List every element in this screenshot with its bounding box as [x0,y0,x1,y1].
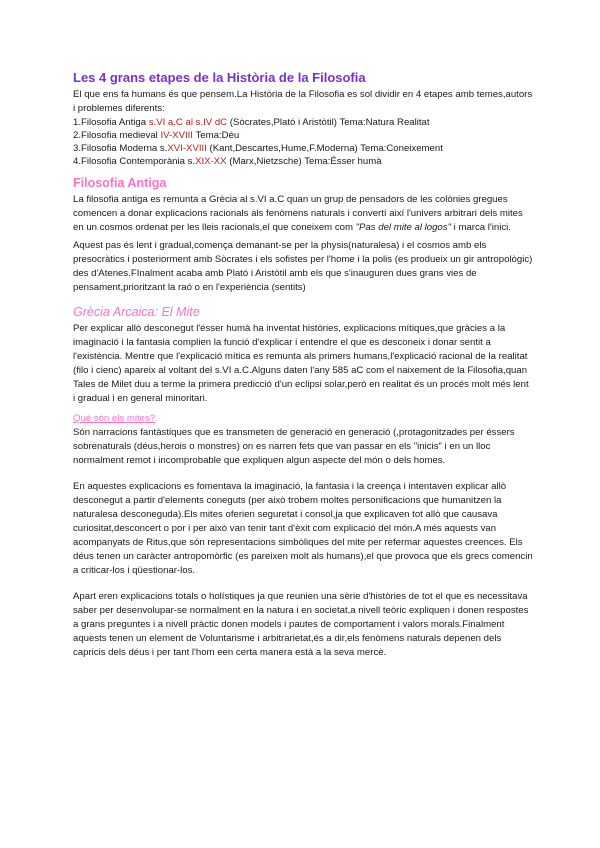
mites-paragraph-1: Són narracions fantàstiques que es transmeten de generació en generació (,protagonitzades per éssers sobrenaturals (déus,herois o monstres) on es narren fets que van passar en els "inicis" i en un lloc normalment remot i incomprobable que expliquen algun aspecte del món o dels homes. [73,427,515,466]
document-body [73,70,533,660]
intro-text: El que ens fa humans és que pensem.La Història de la Filosofia es sol dividir en 4 etapes amb temes,autors i problemes diferents: [73,89,533,114]
arcaica-paragraph-1: Per explicar allò desconegut l'ésser humà ha inventat històries, explicacions mítiques,que gràcies a la imaginació i la fantasia complien la funció d'explicar i entendre el que es desconeix i donar sentit a l'existència. Mentre que l'explicació mítica es remunta als primers humans,l'explicació racional de la realitat (filo i cienc) apareix al voltant del s.VI a.C.Alguns daten l'any 585 aC com el naixement de la Filosofia,quan Tales de Milet duu a terme la primera predicció d'un eclipsi solar,però en realitat és un procés molt més lent i gradual i en general minoritari. [73,323,529,404]
section-heading-antiga: Filosofia Antiga [73,176,167,190]
list-item: 2.Filosofia medieval IV-XVIII Tema:Déu [73,130,240,141]
antiga-paragraph-2: Aquest pas és lent i gradual,comença demanant-se per la physis(naturalesa) i el cosmos amb els presocràtics i posteriorment amb Sòcrates i els sofistes per l'home i la polis (es produeix un gir antropològic) des d'Atenes.FInalment acaba amb Plató i Aristòtil amb els que s'inauguren dues grans vies de pensament,prioritzant la raó o en l'experiència (sentits) [73,240,533,293]
section-heading-arcaica: Grècia Arcaica: El Mite [73,305,200,319]
mites-link[interactable]: Què són els mites? [73,413,156,424]
list-item: 1.Filosofia Antiga s.VI a.C al s.IV dC (Sòcrates,Plató i Aristòtil) Tema:Natura Realitat [73,117,430,128]
stages-list [73,116,533,168]
list-item: 4.Filosofia Contemporània s.XIX-XX (Marx,Nietzsche) Tema:Ésser humà [73,156,382,167]
antiga-paragraph-1: La filosofia antiga es remunta a Grècia al s.VI a.C quan un grup de pensadors de les colònies gregues comencen a donar explicacions racionals als fenòmens naturals i convertí així l'univers arbitrari dels mites en un cosmos ordenat per les lleis racionals,el que coneixem com "Pas del mite al logos" i marca l'inici. [73,194,523,233]
mites-paragraph-3: Apart eren explicacions totals o holístiques ja que reunien una sèrie d'històries de tot el que es necessitava saber per desenvolupar-se normalment en la natura i en societat,a nivell teòric expliquen i donen respostes a grans preguntes i a nivell pràctic donen models i pautes de comportament i valors morals.Finalment aquests tenen un element de Voluntarisme i arbitrarietat,és a dir,els fenòmens naturals depenen dels capricis dels déus i per tant l'hom een certa manera està a la seva mercè. [73,591,529,658]
list-item: 3.Filosofia Moderna s.XVI-XVIII (Kant,Descartes,Hume,F.Moderna) Tema:Coneixement [73,143,443,154]
page-title: Les 4 grans etapes de la Història de la Filosofia [73,70,366,85]
mites-paragraph-2: En aquestes explicacions es fomentava la imaginació, la fantasia i la creença i intentaven explicar allò desconegut a partir d'elements coneguts (per això trobem moltes personificacions que humanitzen la naturalesa desconeguda).Els mites oferien seguretat i consol,ja que explicaven tot allò que causava curiositat,desconcert o por i per això van tenir tant d'èxit com explicació del món.A més aquests van acompanyats de Ritus,que són representacions simbòliques del mite per refermar aquestes creences. Els déus tenen un caràcter antropomòrfic (es pareixen molt als humans),el que provoca que els grecs comencin a criticar-los i qüestionar-los. [73,481,533,576]
